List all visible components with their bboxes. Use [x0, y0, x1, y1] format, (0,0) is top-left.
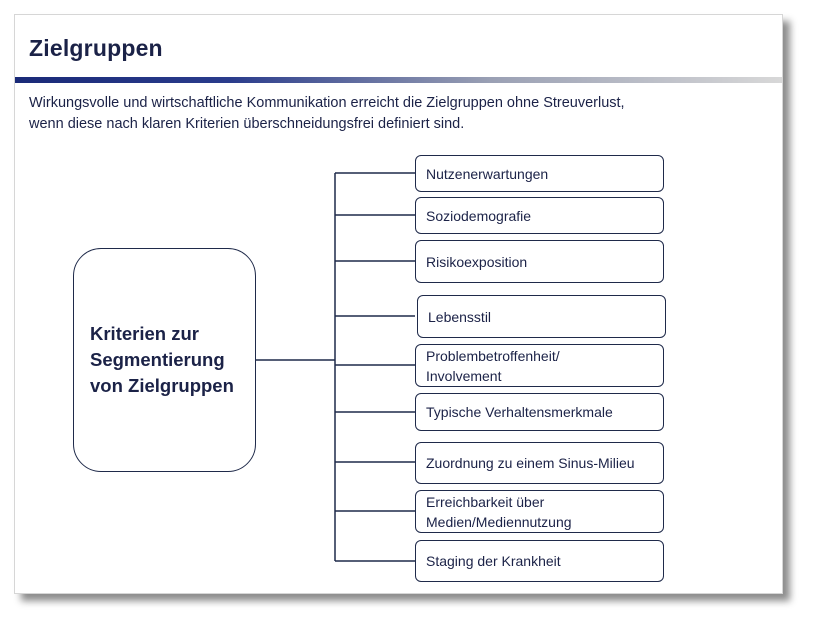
criterion-label: Typische Verhaltensmerkmale [426, 404, 613, 420]
criterion-label: Erreichbarkeit über Medien/Mediennutzung [426, 493, 572, 530]
criterion-lebensstil [417, 295, 666, 338]
criterion-label: Staging der Krankheit [426, 553, 561, 569]
intro-text: Wirkungsvolle und wirtschaftliche Kommunikation erreicht die Zielgruppen ohne Streuverlust, wenn diese nach klaren Kriterien überschneidungsfrei definiert sind. [29, 95, 625, 132]
criterion-risikoexposition [415, 240, 664, 283]
slide [14, 14, 783, 594]
criterion-label: Soziodemografie [426, 207, 532, 224]
criterion-label: Nutzenerwartungen [426, 165, 549, 182]
criterion-label: Problembetroffenheit/ Involvement [426, 347, 560, 384]
criterion-nutzenerwartungen [415, 155, 664, 192]
criterion-label: Risikoexposition [426, 253, 528, 270]
root-criteria-label: Kriterien zur Segmentierung von Zielgruppen [90, 323, 234, 396]
criterion-verhaltensmerkmale [415, 393, 664, 431]
slide-title: Zielgruppen [29, 35, 163, 61]
criterion-label: Lebensstil [428, 308, 492, 325]
criterion-sinus-milieu [415, 442, 664, 484]
criterion-soziodemografie [415, 197, 664, 234]
criterion-erreichbarkeit [415, 490, 664, 533]
criterion-label: Zuordnung zu einem Sinus-Milieu [426, 455, 635, 471]
criterion-problembetroffenheit [415, 344, 664, 387]
criterion-staging [415, 540, 664, 582]
root-criteria-box [73, 248, 256, 472]
